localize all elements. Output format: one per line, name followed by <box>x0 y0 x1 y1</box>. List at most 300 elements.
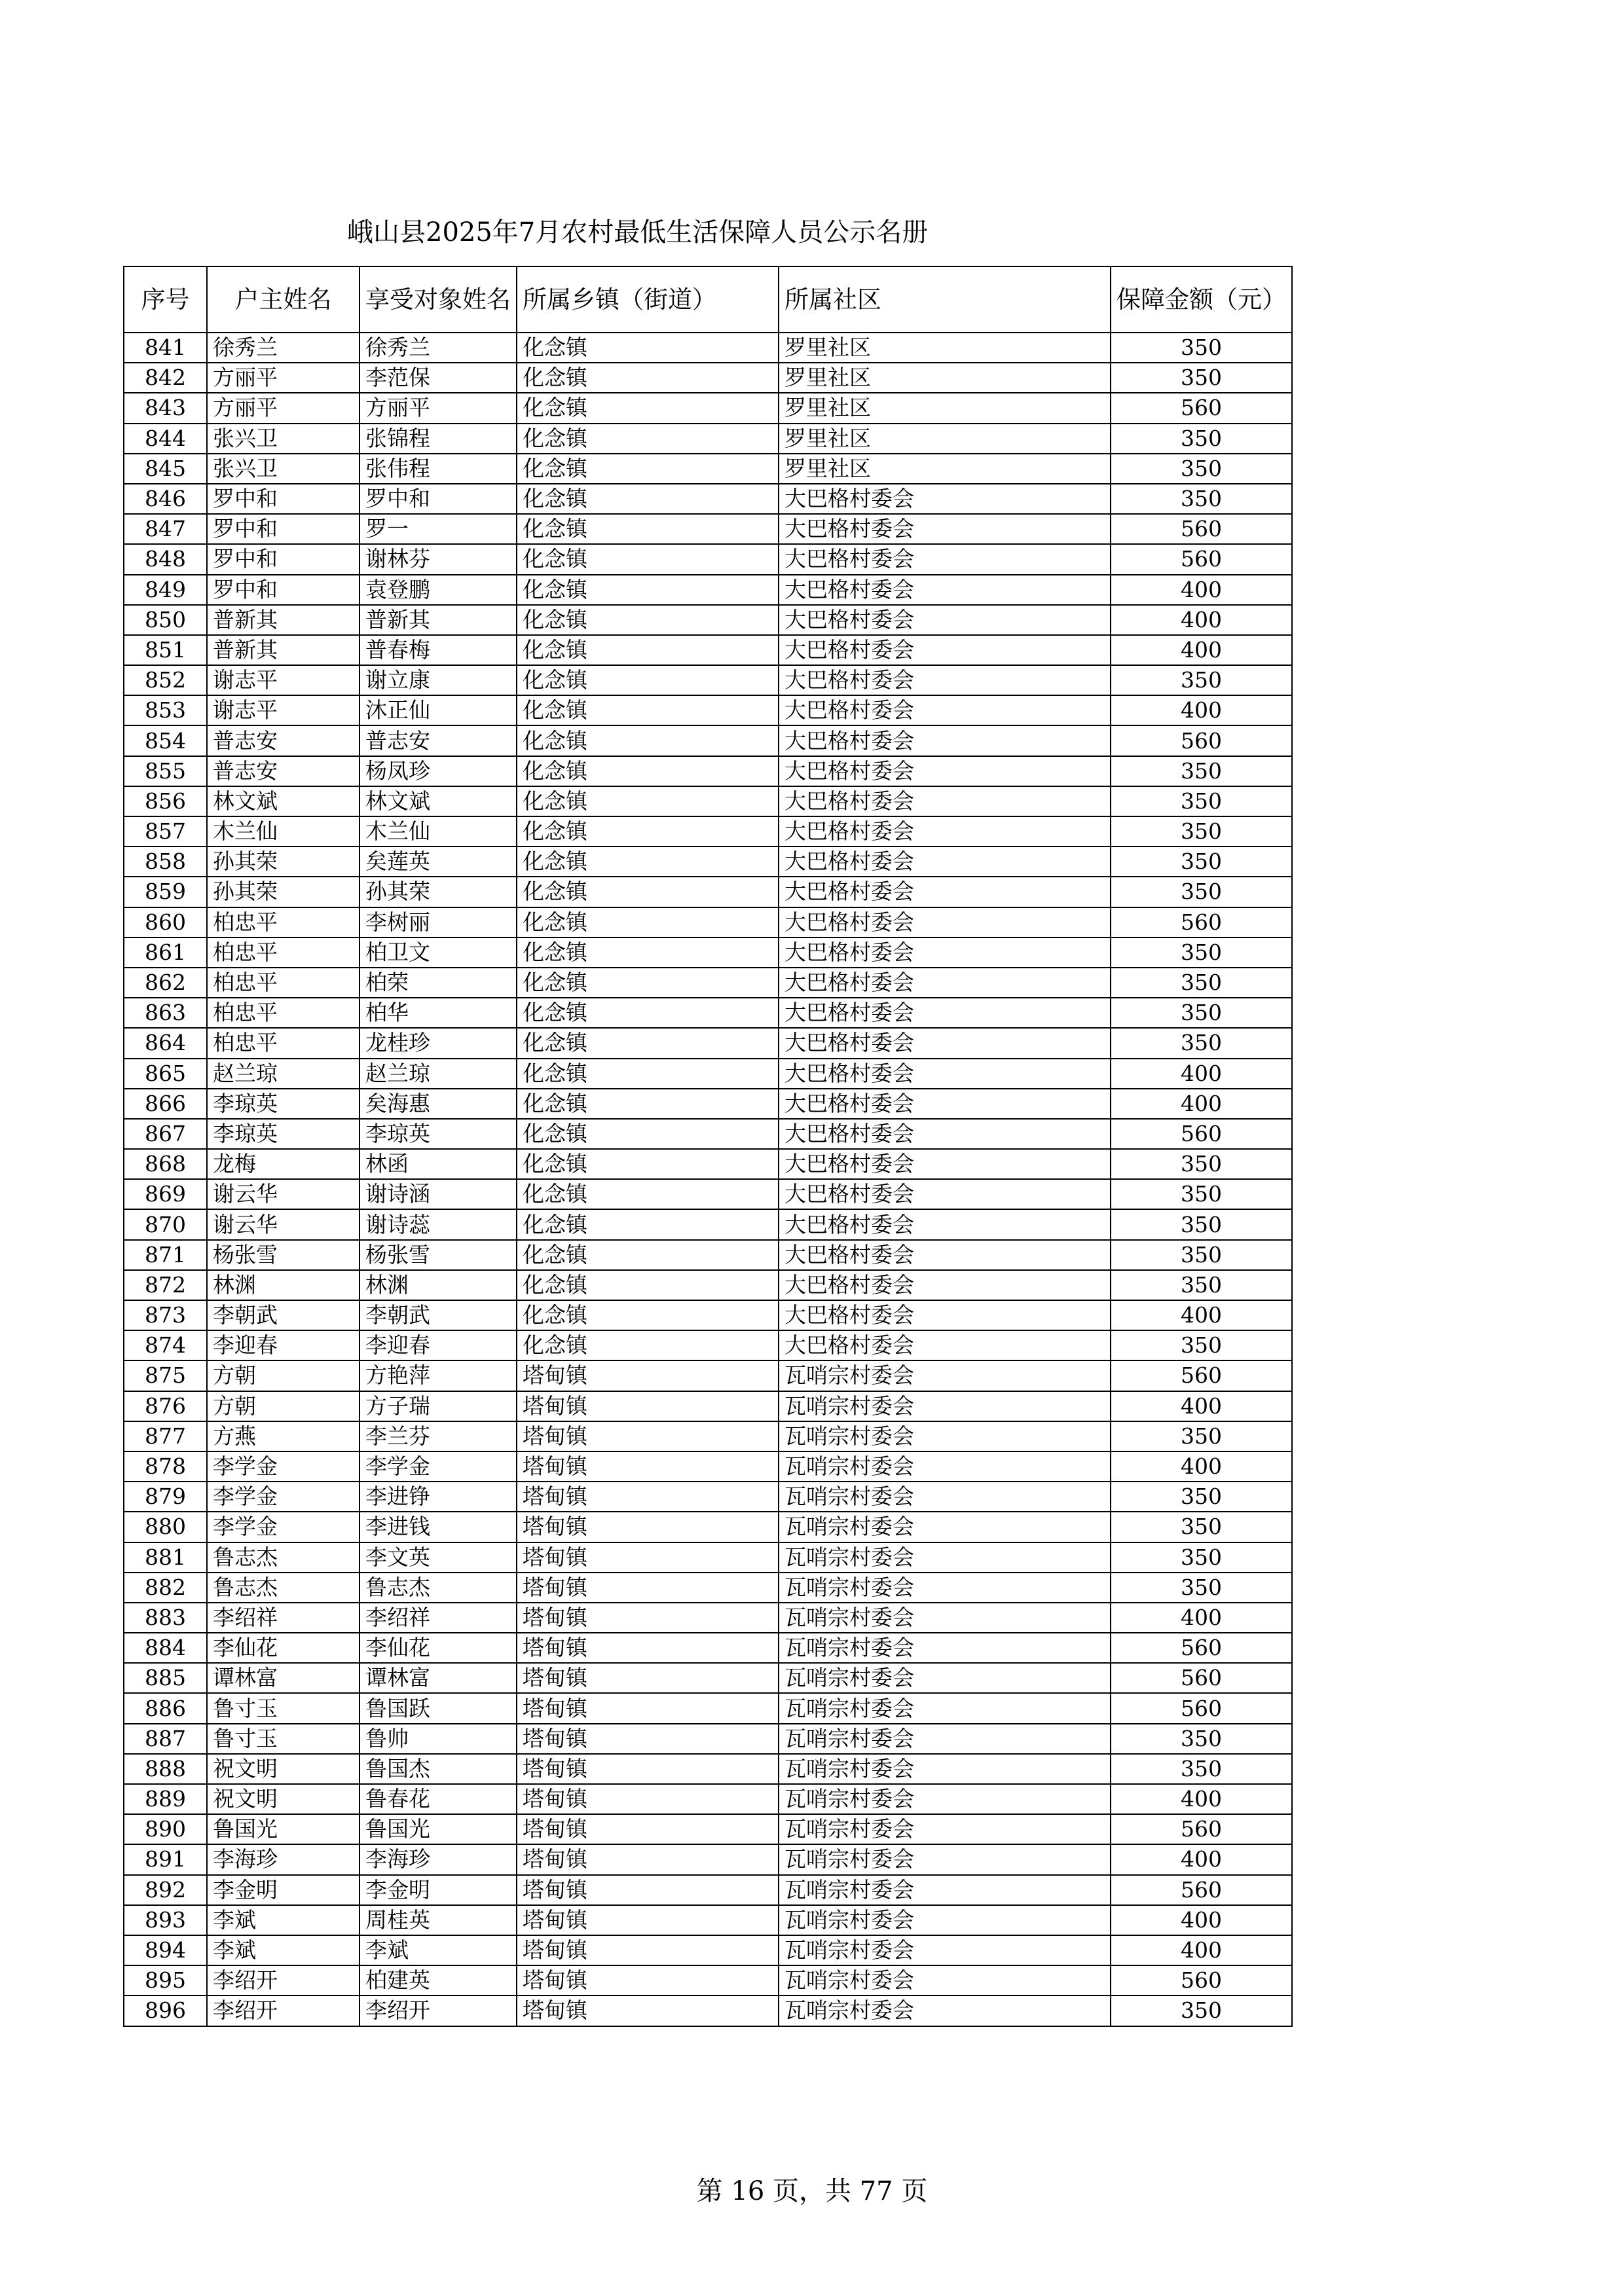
cell-beneficiary: 矣海惠 <box>360 1089 517 1119</box>
cell-amount: 400 <box>1111 605 1292 635</box>
cell-household-head: 孙其荣 <box>207 877 360 907</box>
cell-community: 罗里社区 <box>779 454 1111 484</box>
cell-no: 848 <box>124 544 207 574</box>
cell-community: 大巴格村委会 <box>779 544 1111 574</box>
cell-beneficiary: 张伟程 <box>360 454 517 484</box>
cell-household-head: 方朝 <box>207 1360 360 1391</box>
cell-no: 875 <box>124 1360 207 1391</box>
cell-household-head: 鲁志杰 <box>207 1573 360 1603</box>
table-row <box>124 998 1292 1028</box>
cell-no: 873 <box>124 1300 207 1330</box>
cell-household-head: 方丽平 <box>207 363 360 393</box>
cell-community: 大巴格村委会 <box>779 877 1111 907</box>
cell-amount: 400 <box>1111 575 1292 605</box>
cell-no: 876 <box>124 1391 207 1421</box>
cell-community: 大巴格村委会 <box>779 1300 1111 1330</box>
cell-beneficiary: 谢诗涵 <box>360 1179 517 1209</box>
cell-beneficiary: 徐秀兰 <box>360 333 517 363</box>
cell-community: 大巴格村委会 <box>779 938 1111 968</box>
cell-amount: 560 <box>1111 1119 1292 1149</box>
table-row <box>124 1844 1292 1874</box>
cell-household-head: 谢志平 <box>207 695 360 725</box>
cell-no: 893 <box>124 1905 207 1935</box>
cell-community: 瓦哨宗村委会 <box>779 1542 1111 1573</box>
cell-amount: 350 <box>1111 363 1292 393</box>
cell-town: 塔甸镇 <box>517 1391 779 1421</box>
cell-community: 大巴格村委会 <box>779 725 1111 756</box>
cell-community: 大巴格村委会 <box>779 635 1111 665</box>
cell-no: 857 <box>124 816 207 847</box>
cell-community: 瓦哨宗村委会 <box>779 1573 1111 1603</box>
cell-town: 化念镇 <box>517 1149 779 1179</box>
cell-no: 888 <box>124 1754 207 1784</box>
cell-town: 化念镇 <box>517 816 779 847</box>
cell-household-head: 方丽平 <box>207 393 360 423</box>
table-row <box>124 786 1292 816</box>
cell-town: 化念镇 <box>517 1330 779 1360</box>
cell-no: 866 <box>124 1089 207 1119</box>
cell-household-head: 柏忠平 <box>207 998 360 1028</box>
table-row <box>124 938 1292 968</box>
cell-community: 瓦哨宗村委会 <box>779 1995 1111 2026</box>
cell-town: 塔甸镇 <box>517 1814 779 1844</box>
table-row <box>124 1028 1292 1058</box>
cell-household-head: 普志安 <box>207 725 360 756</box>
cell-beneficiary: 鲁国杰 <box>360 1754 517 1784</box>
cell-community: 瓦哨宗村委会 <box>779 1814 1111 1844</box>
cell-amount: 560 <box>1111 1814 1292 1844</box>
cell-community: 罗里社区 <box>779 363 1111 393</box>
cell-town: 化念镇 <box>517 725 779 756</box>
cell-beneficiary: 李树丽 <box>360 907 517 938</box>
cell-town: 化念镇 <box>517 333 779 363</box>
cell-household-head: 李绍开 <box>207 1995 360 2026</box>
cell-household-head: 祝文明 <box>207 1784 360 1814</box>
table-row <box>124 1270 1292 1300</box>
cell-beneficiary: 谢林芬 <box>360 544 517 574</box>
cell-beneficiary: 罗中和 <box>360 484 517 514</box>
cell-household-head: 鲁国光 <box>207 1814 360 1844</box>
cell-amount: 560 <box>1111 1965 1292 1995</box>
cell-amount: 350 <box>1111 1240 1292 1270</box>
document-title: 峨山县2025年7月农村最低生活保障人员公示名册 <box>347 217 929 247</box>
cell-beneficiary: 谢立康 <box>360 665 517 695</box>
cell-beneficiary: 袁登鹏 <box>360 575 517 605</box>
table-row <box>124 1059 1292 1089</box>
header-no: 序号 <box>124 266 207 333</box>
cell-beneficiary: 方丽平 <box>360 393 517 423</box>
cell-town: 塔甸镇 <box>517 1360 779 1391</box>
cell-household-head: 李绍开 <box>207 1965 360 1995</box>
cell-amount: 350 <box>1111 1995 1292 2026</box>
cell-town: 塔甸镇 <box>517 1935 779 1965</box>
table-row <box>124 393 1292 423</box>
cell-town: 化念镇 <box>517 756 779 786</box>
cell-community: 大巴格村委会 <box>779 847 1111 877</box>
cell-community: 大巴格村委会 <box>779 1028 1111 1058</box>
cell-amount: 350 <box>1111 1028 1292 1058</box>
cell-beneficiary: 罗一 <box>360 514 517 544</box>
cell-beneficiary: 李朝武 <box>360 1300 517 1330</box>
cell-amount: 350 <box>1111 968 1292 998</box>
cell-community: 大巴格村委会 <box>779 1149 1111 1179</box>
table-row <box>124 1421 1292 1451</box>
cell-community: 瓦哨宗村委会 <box>779 1451 1111 1482</box>
cell-community: 瓦哨宗村委会 <box>779 1391 1111 1421</box>
cell-town: 塔甸镇 <box>517 1512 779 1542</box>
cell-town: 化念镇 <box>517 665 779 695</box>
cell-no: 871 <box>124 1240 207 1270</box>
cell-beneficiary: 鲁国跃 <box>360 1693 517 1723</box>
cell-beneficiary: 李学金 <box>360 1451 517 1482</box>
table-row <box>124 1391 1292 1421</box>
cell-no: 895 <box>124 1965 207 1995</box>
table-row <box>124 1512 1292 1542</box>
cell-household-head: 李金明 <box>207 1875 360 1905</box>
cell-community: 大巴格村委会 <box>779 1240 1111 1270</box>
cell-community: 大巴格村委会 <box>779 1119 1111 1149</box>
cell-amount: 560 <box>1111 1360 1292 1391</box>
cell-beneficiary: 鲁春花 <box>360 1784 517 1814</box>
cell-no: 850 <box>124 605 207 635</box>
cell-no: 867 <box>124 1119 207 1149</box>
cell-town: 塔甸镇 <box>517 1844 779 1874</box>
cell-household-head: 孙其荣 <box>207 847 360 877</box>
cell-household-head: 林渊 <box>207 1270 360 1300</box>
cell-amount: 350 <box>1111 998 1292 1028</box>
cell-beneficiary: 孙其荣 <box>360 877 517 907</box>
table-row <box>124 1633 1292 1663</box>
table-row <box>124 1542 1292 1573</box>
cell-household-head: 赵兰琼 <box>207 1059 360 1089</box>
cell-town: 化念镇 <box>517 635 779 665</box>
header-town: 所属乡镇（街道） <box>517 266 779 333</box>
cell-community: 大巴格村委会 <box>779 665 1111 695</box>
table-row <box>124 1693 1292 1723</box>
cell-household-head: 李海珍 <box>207 1844 360 1874</box>
cell-town: 化念镇 <box>517 907 779 938</box>
cell-community: 大巴格村委会 <box>779 998 1111 1028</box>
cell-community: 大巴格村委会 <box>779 484 1111 514</box>
table-row <box>124 968 1292 998</box>
header-community: 所属社区 <box>779 266 1111 333</box>
cell-household-head: 方朝 <box>207 1391 360 1421</box>
cell-amount: 400 <box>1111 1603 1292 1633</box>
cell-no: 865 <box>124 1059 207 1089</box>
cell-community: 瓦哨宗村委会 <box>779 1603 1111 1633</box>
cell-household-head: 普志安 <box>207 756 360 786</box>
cell-amount: 350 <box>1111 1542 1292 1573</box>
cell-amount: 350 <box>1111 1270 1292 1300</box>
table-row <box>124 635 1292 665</box>
cell-beneficiary: 林渊 <box>360 1270 517 1300</box>
cell-household-head: 李迎春 <box>207 1330 360 1360</box>
cell-beneficiary: 李绍祥 <box>360 1603 517 1633</box>
cell-community: 大巴格村委会 <box>779 786 1111 816</box>
cell-no: 883 <box>124 1603 207 1633</box>
cell-town: 化念镇 <box>517 938 779 968</box>
cell-household-head: 龙梅 <box>207 1149 360 1179</box>
cell-no: 842 <box>124 363 207 393</box>
table-row <box>124 1754 1292 1784</box>
cell-household-head: 李朝武 <box>207 1300 360 1330</box>
table-row <box>124 514 1292 544</box>
table-body <box>124 333 1292 2026</box>
cell-town: 塔甸镇 <box>517 1482 779 1512</box>
table-row <box>124 1451 1292 1482</box>
cell-household-head: 柏忠平 <box>207 907 360 938</box>
cell-household-head: 鲁寸玉 <box>207 1693 360 1723</box>
cell-beneficiary: 木兰仙 <box>360 816 517 847</box>
cell-no: 881 <box>124 1542 207 1573</box>
table-row <box>124 1724 1292 1754</box>
cell-community: 大巴格村委会 <box>779 907 1111 938</box>
cell-beneficiary: 林文斌 <box>360 786 517 816</box>
cell-no: 841 <box>124 333 207 363</box>
cell-amount: 560 <box>1111 393 1292 423</box>
cell-beneficiary: 柏卫文 <box>360 938 517 968</box>
table-row <box>124 1089 1292 1119</box>
cell-no: 868 <box>124 1149 207 1179</box>
cell-town: 塔甸镇 <box>517 1663 779 1693</box>
cell-community: 大巴格村委会 <box>779 816 1111 847</box>
table-row <box>124 424 1292 454</box>
cell-no: 870 <box>124 1209 207 1239</box>
cell-amount: 350 <box>1111 1754 1292 1784</box>
cell-town: 塔甸镇 <box>517 1995 779 2026</box>
cell-amount: 350 <box>1111 877 1292 907</box>
cell-town: 塔甸镇 <box>517 1965 779 1995</box>
cell-no: 863 <box>124 998 207 1028</box>
cell-no: 872 <box>124 1270 207 1300</box>
cell-community: 大巴格村委会 <box>779 695 1111 725</box>
cell-amount: 400 <box>1111 635 1292 665</box>
cell-household-head: 方燕 <box>207 1421 360 1451</box>
cell-no: 862 <box>124 968 207 998</box>
table-row <box>124 605 1292 635</box>
cell-community: 瓦哨宗村委会 <box>779 1421 1111 1451</box>
cell-amount: 400 <box>1111 695 1292 725</box>
cell-community: 罗里社区 <box>779 393 1111 423</box>
cell-no: 884 <box>124 1633 207 1663</box>
cell-household-head: 木兰仙 <box>207 816 360 847</box>
cell-household-head: 李学金 <box>207 1482 360 1512</box>
cell-no: 846 <box>124 484 207 514</box>
cell-beneficiary: 周桂英 <box>360 1905 517 1935</box>
cell-household-head: 李琼英 <box>207 1119 360 1149</box>
table-row <box>124 1209 1292 1239</box>
cell-town: 化念镇 <box>517 1089 779 1119</box>
cell-no: 844 <box>124 424 207 454</box>
cell-beneficiary: 方子瑞 <box>360 1391 517 1421</box>
cell-household-head: 罗中和 <box>207 544 360 574</box>
table-row <box>124 907 1292 938</box>
table-row <box>124 665 1292 695</box>
cell-household-head: 柏忠平 <box>207 968 360 998</box>
cell-no: 856 <box>124 786 207 816</box>
cell-beneficiary: 李兰芬 <box>360 1421 517 1451</box>
cell-no: 851 <box>124 635 207 665</box>
cell-household-head: 普新其 <box>207 605 360 635</box>
cell-no: 861 <box>124 938 207 968</box>
cell-town: 塔甸镇 <box>517 1633 779 1663</box>
cell-beneficiary: 李范保 <box>360 363 517 393</box>
cell-town: 化念镇 <box>517 575 779 605</box>
cell-community: 大巴格村委会 <box>779 1330 1111 1360</box>
cell-community: 罗里社区 <box>779 424 1111 454</box>
cell-town: 化念镇 <box>517 484 779 514</box>
cell-amount: 560 <box>1111 544 1292 574</box>
cell-no: 887 <box>124 1724 207 1754</box>
cell-community: 瓦哨宗村委会 <box>779 1360 1111 1391</box>
cell-no: 854 <box>124 725 207 756</box>
cell-household-head: 鲁寸玉 <box>207 1724 360 1754</box>
table-row <box>124 1482 1292 1512</box>
cell-no: 879 <box>124 1482 207 1512</box>
table-row <box>124 1240 1292 1270</box>
table-row <box>124 363 1292 393</box>
cell-town: 化念镇 <box>517 454 779 484</box>
cell-town: 塔甸镇 <box>517 1421 779 1451</box>
cell-household-head: 谢云华 <box>207 1179 360 1209</box>
table-header-row <box>124 266 1292 333</box>
cell-town: 化念镇 <box>517 1119 779 1149</box>
table-row <box>124 1360 1292 1391</box>
cell-beneficiary: 李仙花 <box>360 1633 517 1663</box>
cell-town: 化念镇 <box>517 1270 779 1300</box>
cell-beneficiary: 普新其 <box>360 605 517 635</box>
table-row <box>124 1663 1292 1693</box>
cell-community: 大巴格村委会 <box>779 1209 1111 1239</box>
cell-household-head: 李斌 <box>207 1905 360 1935</box>
header-beneficiary: 享受对象姓名 <box>360 266 517 333</box>
cell-amount: 350 <box>1111 665 1292 695</box>
cell-amount: 350 <box>1111 816 1292 847</box>
cell-no: 869 <box>124 1179 207 1209</box>
cell-town: 化念镇 <box>517 998 779 1028</box>
table-row <box>124 1300 1292 1330</box>
cell-household-head: 普新其 <box>207 635 360 665</box>
cell-no: 852 <box>124 665 207 695</box>
cell-community: 大巴格村委会 <box>779 756 1111 786</box>
cell-town: 塔甸镇 <box>517 1542 779 1573</box>
table-row <box>124 1330 1292 1360</box>
cell-amount: 350 <box>1111 1421 1292 1451</box>
table-row <box>124 1875 1292 1905</box>
cell-beneficiary: 李金明 <box>360 1875 517 1905</box>
cell-town: 化念镇 <box>517 1240 779 1270</box>
cell-amount: 350 <box>1111 1573 1292 1603</box>
cell-amount: 350 <box>1111 756 1292 786</box>
cell-no: 860 <box>124 907 207 938</box>
cell-amount: 350 <box>1111 1512 1292 1542</box>
cell-no: 847 <box>124 514 207 544</box>
cell-household-head: 柏忠平 <box>207 1028 360 1058</box>
table-row <box>124 1814 1292 1844</box>
cell-town: 化念镇 <box>517 1179 779 1209</box>
cell-beneficiary: 杨张雪 <box>360 1240 517 1270</box>
cell-household-head: 李绍祥 <box>207 1603 360 1633</box>
cell-amount: 400 <box>1111 1089 1292 1119</box>
cell-community: 瓦哨宗村委会 <box>779 1663 1111 1693</box>
table-row <box>124 1603 1292 1633</box>
cell-beneficiary: 鲁国光 <box>360 1814 517 1844</box>
cell-no: 890 <box>124 1814 207 1844</box>
cell-household-head: 李琼英 <box>207 1089 360 1119</box>
cell-household-head: 张兴卫 <box>207 424 360 454</box>
cell-amount: 400 <box>1111 1905 1292 1935</box>
cell-amount: 400 <box>1111 1784 1292 1814</box>
table-row <box>124 756 1292 786</box>
cell-town: 塔甸镇 <box>517 1693 779 1723</box>
cell-community: 大巴格村委会 <box>779 1270 1111 1300</box>
cell-amount: 400 <box>1111 1391 1292 1421</box>
cell-household-head: 张兴卫 <box>207 454 360 484</box>
table-row <box>124 1119 1292 1149</box>
cell-no: 858 <box>124 847 207 877</box>
cell-community: 瓦哨宗村委会 <box>779 1875 1111 1905</box>
table-row <box>124 1573 1292 1603</box>
cell-beneficiary: 鲁志杰 <box>360 1573 517 1603</box>
cell-amount: 400 <box>1111 1844 1292 1874</box>
cell-beneficiary: 柏华 <box>360 998 517 1028</box>
header-amount: 保障金额（元） <box>1111 266 1292 333</box>
cell-community: 瓦哨宗村委会 <box>779 1844 1111 1874</box>
roster-table <box>123 266 1293 2027</box>
cell-beneficiary: 李斌 <box>360 1935 517 1965</box>
cell-household-head: 谢志平 <box>207 665 360 695</box>
cell-household-head: 罗中和 <box>207 575 360 605</box>
cell-no: 886 <box>124 1693 207 1723</box>
cell-town: 塔甸镇 <box>517 1784 779 1814</box>
table-row <box>124 1784 1292 1814</box>
table-row <box>124 877 1292 907</box>
cell-no: 845 <box>124 454 207 484</box>
cell-town: 塔甸镇 <box>517 1603 779 1633</box>
cell-community: 大巴格村委会 <box>779 605 1111 635</box>
cell-town: 化念镇 <box>517 877 779 907</box>
cell-amount: 560 <box>1111 1633 1292 1663</box>
cell-household-head: 李仙花 <box>207 1633 360 1663</box>
cell-community: 大巴格村委会 <box>779 514 1111 544</box>
table-row <box>124 1995 1292 2026</box>
cell-community: 瓦哨宗村委会 <box>779 1784 1111 1814</box>
cell-no: 889 <box>124 1784 207 1814</box>
cell-town: 塔甸镇 <box>517 1905 779 1935</box>
cell-community: 大巴格村委会 <box>779 575 1111 605</box>
cell-amount: 350 <box>1111 424 1292 454</box>
cell-town: 化念镇 <box>517 1209 779 1239</box>
cell-no: 880 <box>124 1512 207 1542</box>
cell-town: 化念镇 <box>517 393 779 423</box>
cell-amount: 350 <box>1111 1179 1292 1209</box>
cell-amount: 400 <box>1111 1935 1292 1965</box>
cell-no: 855 <box>124 756 207 786</box>
cell-household-head: 杨张雪 <box>207 1240 360 1270</box>
cell-town: 化念镇 <box>517 605 779 635</box>
table-row <box>124 333 1292 363</box>
cell-household-head: 鲁志杰 <box>207 1542 360 1573</box>
table-row <box>124 575 1292 605</box>
cell-household-head: 祝文明 <box>207 1754 360 1784</box>
cell-no: 882 <box>124 1573 207 1603</box>
cell-beneficiary: 杨凤珍 <box>360 756 517 786</box>
cell-community: 罗里社区 <box>779 333 1111 363</box>
cell-community: 瓦哨宗村委会 <box>779 1935 1111 1965</box>
cell-beneficiary: 李进铮 <box>360 1482 517 1512</box>
table-row <box>124 1905 1292 1935</box>
cell-beneficiary: 谢诗蕊 <box>360 1209 517 1239</box>
